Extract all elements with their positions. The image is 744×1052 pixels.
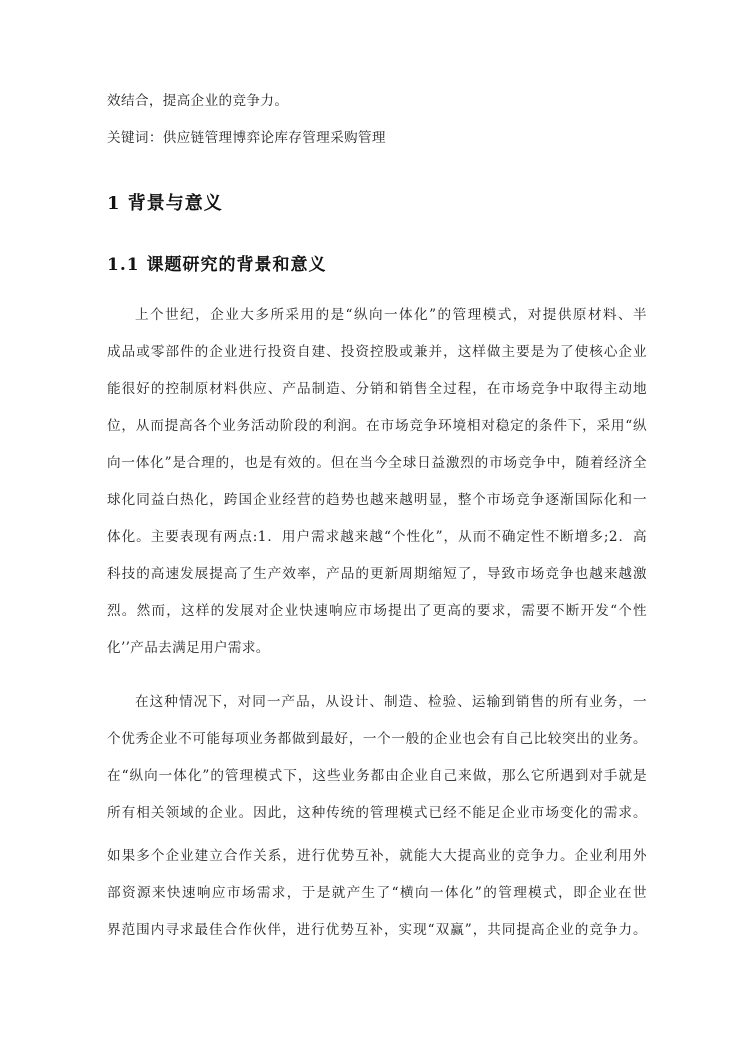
paragraph-line: 部资源来快速响应市场需求，于是就产生了“横向一体化”的管理模式，即企业在世 [107,885,647,901]
paragraph-line: 个优秀企业不可能每项业务都做到最好，一个一般的企业也会有自己比较突出的业务。 [107,731,647,747]
paragraph-line: 烈。然而，这样的发展对企业快速响应市场提出了更高的要求，需要不断开发“个性 [107,603,647,619]
keywords-label: 关键词： [107,130,163,146]
paragraph-line: 化’’产品去满足用户需求。 [107,640,270,656]
subsection-heading: 1.1 课题研究的背景和意义 [107,255,327,275]
paragraph-line: 如果多个企业建立合作关系，进行优势互补，就能大大提高业的竞争力。企业利用外 [107,848,647,864]
paragraph-line: 上个世纪，企业大多所采用的是“纵向一体化”的管理模式，对提供原材料、半 [135,307,647,323]
paragraph-line: 科技的高速发展提高了生产效率，产品的更新周期缩短了，导致市场竞争也越来越激 [107,566,647,582]
paragraph-line: 位，从而提高各个业务活动阶段的利润。在市场竞争环境相对稳定的条件下，采用“纵 [107,418,647,434]
keywords-text: 供应链管理博弈论库存管理采购管理 [162,130,386,146]
paragraph-line: 能很好的控制原材料供应、产品制造、分销和销售全过程，在市场竞争中取得主动地 [107,381,647,397]
section-heading: 1 背景与意义 [107,193,223,214]
keywords-line [107,128,386,148]
paragraph-line: 球化同益白热化，跨国企业经营的趋势也越来越明显，整个市场竞争逐渐国际化和一 [107,492,647,508]
paragraph-line: 体化。主要表现有两点:1．用户需求越来越“个性化”，从而不确定性不断增多;2．高 [107,529,647,545]
paragraph-line: 界范围内寻求最佳合作伙伴，进行优势互补，实现“双赢”，共同提高企业的竞争力。 [107,922,647,938]
paragraph-line: 成品或零部件的企业进行投资自建、投资控股或兼并，这样做主要是为了使核心企业 [107,344,647,360]
paragraph-line: 在这种情况下，对同一产品，从设计、制造、检验、运输到销售的所有业务，一 [135,694,647,710]
intro-tail-line: 效结合，提高企业的竞争力。 [107,93,289,109]
paragraph-line: 在“纵向一体化”的管理模式下，这些业务都由企业自己来做，那么它所遇到对手就是 [107,768,647,784]
paragraph-line: 向一体化”是合理的，也是有效的。但在当今全球日益激烈的市场竞争中，随着经济全 [107,455,647,471]
paragraph-line: 所有相关领域的企业。因此，这种传统的管理模式已经不能足企业市场变化的需求。 [107,805,647,821]
